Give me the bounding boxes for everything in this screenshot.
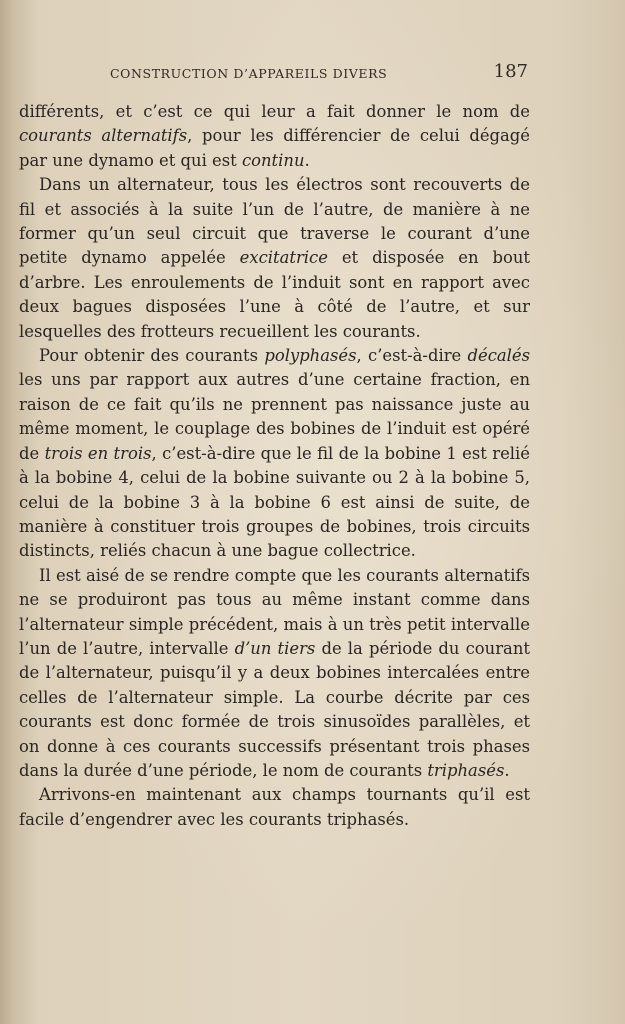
running-title: CONSTRUCTION D’APPAREILS DIVERS: [110, 66, 388, 81]
text-segment: , pour les différencier de celui dégagé par une dynamo et qui est: [19, 126, 531, 170]
paragraph: [19, 100, 530, 173]
text-segment: , c’est-à-dire que le fil de la bobine 1 est relié à la bobine 4, celui de la bobine suivante ou 2 à la bobine 5, celui de la bobine 3 à la bobine 6 est ainsi de suite, de manière à constituer trois groupes de bobines, trois circuits distincts, reliés chacun à une bague collectrice.: [19, 443, 530, 561]
text-segment: les uns par rapport aux autres d’une certaine fraction, en raison de ce fait qu’ils ne prennent pas naissance juste au même moment, le couplage des bobines de l’induit est opéré de: [19, 370, 530, 463]
paragraph: [19, 344, 530, 564]
italic-term: triphasés: [427, 760, 505, 780]
italic-term: courants alternatifs: [19, 126, 188, 146]
paragraph: [19, 564, 530, 784]
text-segment: .: [504, 760, 510, 780]
italic-term: décalés: [467, 346, 530, 366]
text-segment: , c’est-à-dire: [356, 346, 468, 366]
text-segment: .: [304, 150, 310, 170]
page-header: [110, 58, 530, 88]
italic-term: continu: [241, 150, 305, 170]
text-segment: Il est aisé de se rendre compte que les courants alternatifs ne se produiront pas tous au même instant comme dans l’alternateur simple précédent, mais à un très petit intervalle l’un de l’autre, intervalle: [19, 565, 530, 658]
page-number: 187: [493, 61, 528, 82]
italic-term: trois en trois: [44, 443, 152, 463]
paragraph: [19, 173, 530, 344]
italic-term: excitatrice: [239, 248, 328, 268]
text-segment: Pour obtenir des courants: [39, 346, 265, 366]
italic-term: d’un tiers: [234, 638, 316, 658]
text-segment: Arrivons-en maintenant aux champs tournants qu’il est facile d’engendrer avec les courants triphasés.: [19, 785, 530, 829]
text-segment: différents, et c’est ce qui leur a fait donner le nom de: [19, 102, 530, 121]
body-text: [19, 100, 530, 832]
italic-term: polyphasés: [264, 346, 357, 366]
text-segment: Dans un alternateur, tous les électros sont recouverts de fil et associés à la suite l’un de l’autre, de manière à ne former qu’un seul circuit que traverse le courant d’une petite dynamo appelée: [19, 175, 530, 268]
text-segment: et disposée en bout d’arbre. Les enroulements de l’induit sont en rapport avec deux bagues disposées l’une à côté de l’autre, et sur lesquelles des frotteurs recueillent les courants.: [19, 248, 530, 341]
paragraph: [19, 783, 530, 832]
text-segment: de la période du courant de l’alternateur, puisqu’il y a deux bobines intercalées entre celles de l’alternateur simple. La courbe décrite par ces courants est donc formée de trois sinusoïdes parallèles, et on donne à ces courants successifs présentant trois phases dans la durée d’une période, le nom de courants: [19, 638, 530, 780]
